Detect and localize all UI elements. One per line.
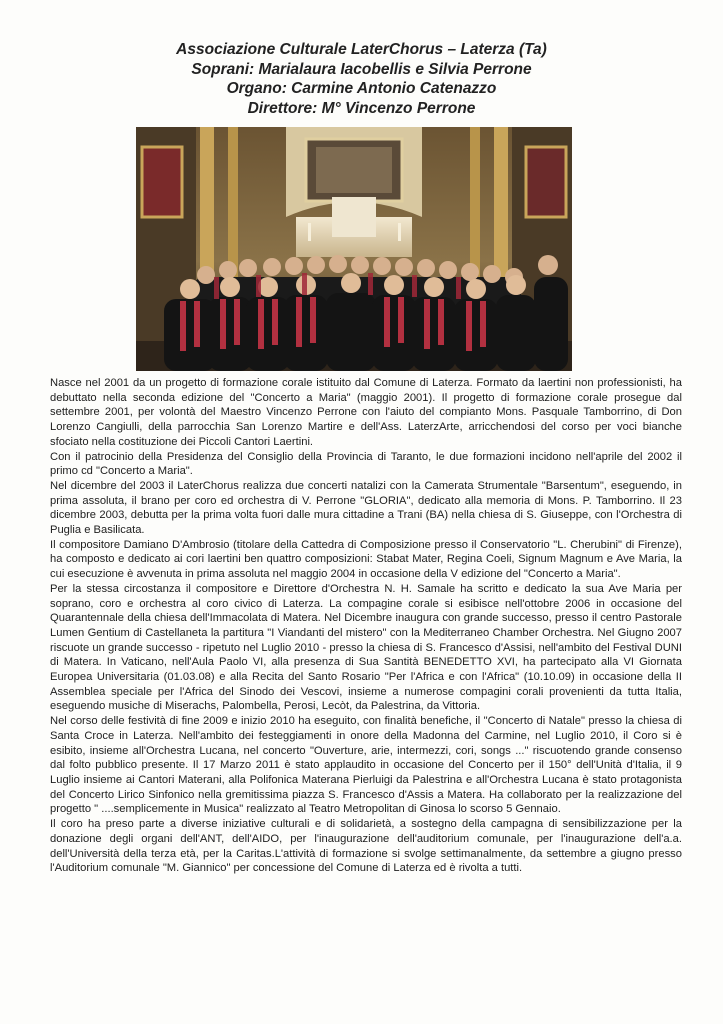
paragraph-2009-2011: Nel corso delle festività di fine 2009 e inizio 2010 ha eseguito, con finalità benefiche, il "Concerto di Natale" presso la chiesa di Santa Croce in Laterza. Nell'ambito dei festeggiamenti in onore della Madonna del Carmine, nel Luglio 2010, il Coro si è esibito, insieme all'Orchestra Lucana, nel concerto "Ouverture, arie, intermezzi, cori, songs ..." riscuotendo grande consenso dal folto pubblico presente. Il 17 Marzo 2011 è stato applaudito in occasione del Concerto per il 150° dell'Unità d'Italia, il 9 Luglio insieme ai Cantori Materani, alla Polifonica Materana Pierluigi da Palestrina e all'Orchestra Lucana è stato protagonista del Concerto Lirico Sinfonico nella gremitissima piazza S. Francesco d'Assis a Matera. Ha collaborato per la realizzazione del progetto " ....semplicemente in Musica" realizzato al Teatro Metropolitan di Ginosa lo scorso 5 Gennaio. [50, 715, 682, 816]
paragraph-origins: Nasce nel 2001 da un progetto di formazione corale istituito dal Comune di Laterza. Formato da laertini non professionisti, ha debuttato nella seconda edizione del "Concerto a Maria" (maggio 2001). Il progetto di formazione corale prosegue dal settembre 2001, per volontà del Maestro Vincenzo Perrone con l'aiuto del compianto Mons. Pasquale Tamborrino, di Don Lorenzo Cangiulli, della parrocchia San Lorenzo Martire e dell'Ass. LaterzArte, arricchendosi del corso per voci bianche sfociato nella costituzione dei Piccoli Cantori Laertini. [50, 377, 682, 448]
director-line: Direttore: M° Vincenzo Perrone [247, 99, 476, 117]
body-text [50, 376, 682, 876]
organ-line: Organo: Carmine Antonio Catenazzo [226, 80, 497, 97]
paragraph-solidarity: Il coro ha preso parte a diverse iniziative culturali e di solidarietà, a sostegno della campagna di sensibilizzazione per la donazione degli organi dell'ANT, dell'AIDO, per l'inaugurazione dell'auditorium comunale, per l'inaugurazione dell'a.a. dell'Università della terza età, per la Caritas.L'attività di formazione si svolge settimanalmente, da settembre a giugno presso l'Auditorium comunale "M. Giannico" per concessione del Comune di Laterza ed è rivolta a tutti. [50, 818, 682, 875]
paragraph-composer-dambrosio: Il compositore Damiano D'Ambrosio (titolare della Cattedra di Composizione presso il Conservatorio "L. Cherubini" di Firenze), ha composto e dedicato ai cori laertini ben quattro composizioni: Stabat Mater, Regina Coeli, Signum Magnum e Ave Maria, la cui esecuzione è avvenuta in prima assoluta nel maggio 2004 in occasione della V edizione del "Concerto a Maria". [50, 538, 682, 581]
choir-photo [136, 127, 572, 371]
sopranos-line: Soprani: Marialaura Iacobellis e Silvia Perrone [191, 60, 532, 78]
document-header [0, 40, 723, 118]
paragraph-first-cd: Con il patrocinio della Presidenza del Consiglio della Provincia di Taranto, le due formazioni incidono nell'aprile del 2002 il primo cd "Concerto a Maria". [50, 450, 682, 478]
paragraph-christmas-2003: Nel dicembre del 2003 il LaterChorus realizza due concerti natalizi con la Camerata Strumentale "Barsentum", eseguendo, in prima assoluta, il brano per coro ed orchestra di V. Perrone "GLORIA", dedicato alla memoria di Mons. P. Tamborrino. Il 23 dicembre 2003, debutta per la prima volta fuori dalle mura cittadine a Trani (BA) nella chiesa di S. Giuseppe, con l'Orchestra di Puglia e Basilicata. [50, 479, 682, 537]
paragraph-samale-and-concerts: Per la stessa circostanza il compositore e Direttore d'Orchestra N. H. Samale ha scritto e dedicato la sua Ave Maria per soprano, coro e orchestra al coro civico di Laterza. La compagine corale si esibisce nell'ottobre 2006 in occasione del Quarantennale della chiesa dell'Immacolata di Matera. Nel Dicembre inaugura con grande successo, presso il centro Pastorale Lumen Gentium di Castellaneta la partitura "I Viandanti del mistero" con la Mediterraneo Chamber Orchestra. Nel Giugno 2007 riscuote un grande successo - ripetuto nel Luglio 2010 - presso la chiesa di S. Francesco d'Assisi, nell'ambito del Festival DUNI di Matera. In Vaticano, nell'Aula Paolo VI, alla presenza di Sua Santità BENEDETTO XVI, ha partecipato alla VI Giornata Europea Universitaria (01.03.08) e alla Recita del Santo Rosario "Per l'Africa e con l'Africa" (10.10.09) in occasione della II Assemblea speciale per l'Africa del Sinodo dei Vescovi, insieme a numerose compagini corali provenienti da tutta Italia, eseguendo musiche di Miserachs, Palombella, Perosi, Lecòt, da Palestrina, da Vittoria. [50, 582, 682, 713]
association-title: Associazione Culturale LaterChorus – Laterza (Ta) [176, 41, 547, 58]
